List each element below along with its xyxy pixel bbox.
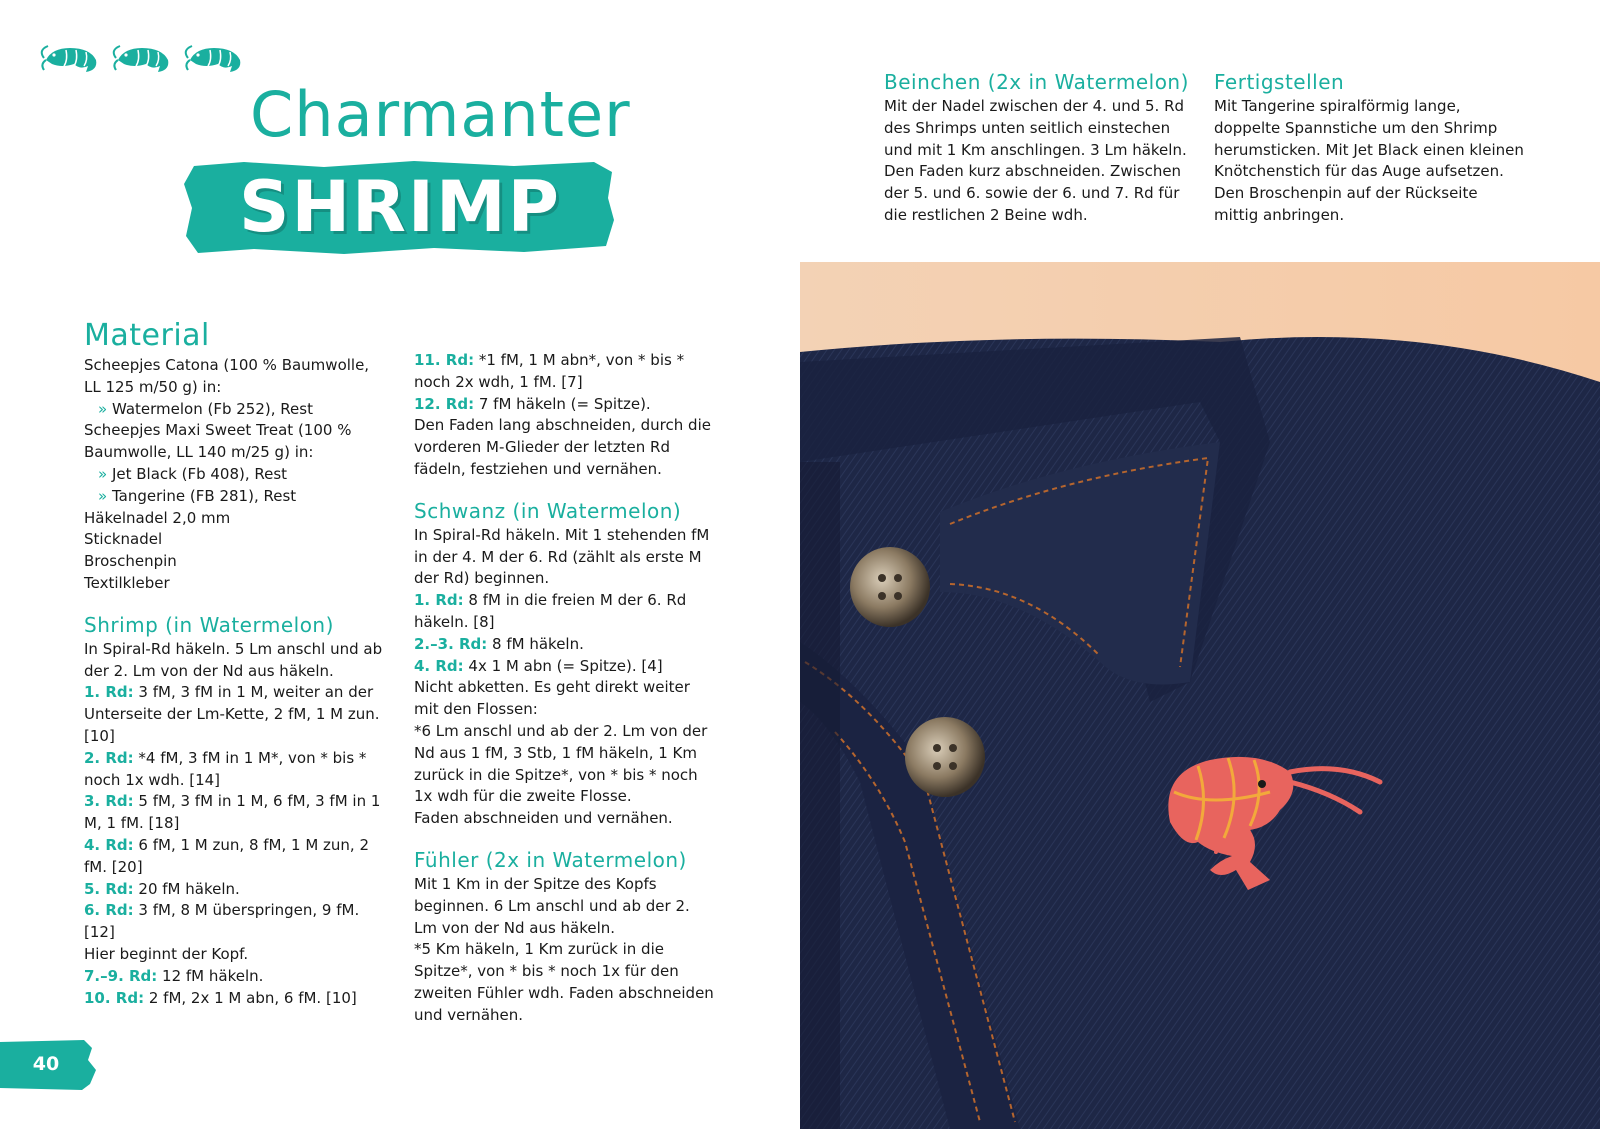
round-label: 11. Rd: xyxy=(414,351,475,369)
fuehler-instructions xyxy=(414,874,714,1027)
page-number: 40 xyxy=(32,1053,60,1075)
round-text: *4 fM, 3 fM in 1 M*, von * bis * noch 1x wdh. [14] xyxy=(84,748,367,789)
round-label: 12. Rd: xyxy=(414,394,475,413)
shrimp-instructions xyxy=(84,639,384,1010)
round-label: 2. Rd: xyxy=(84,748,134,767)
round-line xyxy=(84,791,384,835)
schwanz-after: Nicht abketten. Es geht direkt weiter mit den Flossen: xyxy=(414,678,690,719)
material-heading: Material xyxy=(84,318,210,353)
round-label: 4. Rd: xyxy=(414,656,464,675)
round-text: 8 fM häkeln. xyxy=(487,634,584,653)
fertigstellen-heading: Fertigstellen xyxy=(1214,70,1345,94)
round-text: 20 fM häkeln. xyxy=(133,879,240,898)
round-label: 6. Rd: xyxy=(84,901,134,920)
round-text: 2 fM, 2x 1 M abn, 6 fM. [10] xyxy=(144,988,357,1007)
title-banner xyxy=(184,158,616,256)
round-line xyxy=(414,656,714,678)
round-line xyxy=(84,988,384,1010)
material-item: Sticknadel xyxy=(84,530,163,549)
shrimp-icon xyxy=(112,40,174,76)
column-2 xyxy=(414,350,714,1027)
round-line xyxy=(414,634,714,656)
round-label: 1. Rd: xyxy=(84,683,134,702)
round-line xyxy=(84,748,384,792)
round-line xyxy=(84,966,384,988)
finish-text: Den Faden lang abschneiden, durch die vorderen M-Glieder der letzten Rd fädeln, festziehen und vernähen. xyxy=(414,416,711,478)
round-line xyxy=(414,394,714,416)
material-item: » Watermelon (Fb 252), Rest xyxy=(84,399,384,421)
material-item: Scheepjes Catona (100 % Baumwolle, LL 125 m/50 g) in: xyxy=(84,356,370,396)
fuehler-p1: Mit 1 Km in der Spitze des Kopfs beginnen. 6 Lm anschl und ab der 2. Lm von der Nd aus häkeln. xyxy=(414,874,690,937)
round-label: 7.–9. Rd: xyxy=(84,966,158,985)
round-text: 4x 1 M abn (= Spitze). [4] xyxy=(463,656,663,675)
beinchen-heading: Beinchen (2x in Watermelon) xyxy=(884,70,1189,94)
material-item: » Tangerine (FB 281), Rest xyxy=(84,486,384,508)
schwanz-end: Faden abschneiden und vernähen. xyxy=(414,809,673,828)
shrimp-icon xyxy=(184,40,246,76)
title-line2: SHRIMP xyxy=(239,166,561,248)
column-1 xyxy=(84,318,384,1009)
fertigstellen-text: Mit Tangerine spiralförmig lange, doppelte Spannstiche um den Shrimp herumsticken. Mit Jet Black einen kleinen Knötchenstich für das Auge aufsetzen. Den Broschenpin auf der Rückseite mittig anbringen. xyxy=(1214,97,1524,224)
material-item: Textilkleber xyxy=(84,573,170,592)
button-1 xyxy=(850,547,930,627)
material-item: Broschenpin xyxy=(84,552,177,571)
round-text: 12 fM häkeln. xyxy=(157,966,264,985)
shrimp-intro: In Spiral-Rd häkeln. 5 Lm anschl und ab der 2. Lm von der Nd aus häkeln. xyxy=(84,639,383,680)
fuehler-heading: Fühler (2x in Watermelon) xyxy=(414,847,687,872)
round-line xyxy=(84,879,384,901)
round-line xyxy=(84,835,384,879)
material-item: » Jet Black (Fb 408), Rest xyxy=(84,464,384,486)
photo-illustration xyxy=(800,262,1600,1129)
fuehler-p2: *5 Km häkeln, 1 Km zurück in die Spitze*, von * bis * noch 1x für den zweiten Fühler wdh. Faden abschneiden und vernähen. xyxy=(414,940,714,1024)
denim-jacket-photo xyxy=(800,262,1600,1129)
schwanz-intro: In Spiral-Rd häkeln. Mit 1 stehenden fM in der 4. M der 6. Rd (zählt als erste M der Rd) beginnen. xyxy=(414,525,710,588)
round-label: 1. Rd: xyxy=(414,591,464,610)
round-line xyxy=(84,682,384,747)
schwanz-instructions xyxy=(414,525,714,830)
head-note: Hier beginnt der Kopf. xyxy=(84,944,249,963)
beinchen-text: Mit der Nadel zwischen der 4. und 5. Rd des Shrimps unten seitlich einstechen und mit 1 Km anschlingen. 3 Lm häkeln. Den Faden kurz abschneiden. Zwischen der 5. und 6. sowie der 6. und 7. Rd für die restlichen 2 Beine wdh. xyxy=(884,97,1187,224)
title-line1: Charmanter xyxy=(250,78,631,151)
round-line xyxy=(84,900,384,944)
button-2 xyxy=(905,717,985,797)
shrimp-section-heading: Shrimp (in Watermelon) xyxy=(84,612,334,637)
round-line xyxy=(414,350,714,394)
shrimp-icon xyxy=(40,40,102,76)
schwanz-heading: Schwanz (in Watermelon) xyxy=(414,498,682,523)
round-text: 8 fM in die freien M der 6. Rd häkeln. [8] xyxy=(414,591,687,631)
round-text: 3 fM, 8 M überspringen, 9 fM. [12] xyxy=(84,901,360,942)
column-4 xyxy=(1214,70,1524,227)
round-label: 2.–3. Rd: xyxy=(414,634,488,653)
material-list xyxy=(84,355,384,595)
round-text: *1 fM, 1 M abn*, von * bis * noch 2x wdh, 1 fM. [7] xyxy=(414,351,685,391)
round-line xyxy=(414,590,714,634)
round-text: 7 fM häkeln (= Spitze). xyxy=(474,394,651,413)
column-3 xyxy=(884,70,1194,227)
shrimp-icon-row xyxy=(40,40,246,76)
round-label: 3. Rd: xyxy=(84,792,134,811)
round-text: 3 fM, 3 fM in 1 M, weiter an der Unterseite der Lm-Kette, 2 fM, 1 M zun. [10] xyxy=(84,683,380,745)
shrimp-instructions-cont xyxy=(414,350,714,481)
round-label: 5. Rd: xyxy=(84,879,134,898)
round-text: 6 fM, 1 M zun, 8 fM, 1 M zun, 2 fM. [20] xyxy=(84,835,369,876)
round-label: 10. Rd: xyxy=(84,988,145,1007)
flossen-text: *6 Lm anschl und ab der 2. Lm von der Nd aus 1 fM, 3 Stb, 1 fM häkeln, 1 Km zurück in die Spitze*, von * bis * noch 1x wdh für die zweite Flosse. xyxy=(414,721,708,806)
material-item: Häkelnadel 2,0 mm xyxy=(84,508,231,527)
round-label: 4. Rd: xyxy=(84,835,134,854)
round-text: 5 fM, 3 fM in 1 M, 6 fM, 3 fM in 1 M, 1 fM. [18] xyxy=(84,792,381,833)
material-item: Scheepjes Maxi Sweet Treat (100 % Baumwolle, LL 140 m/25 g) in: xyxy=(84,421,352,462)
